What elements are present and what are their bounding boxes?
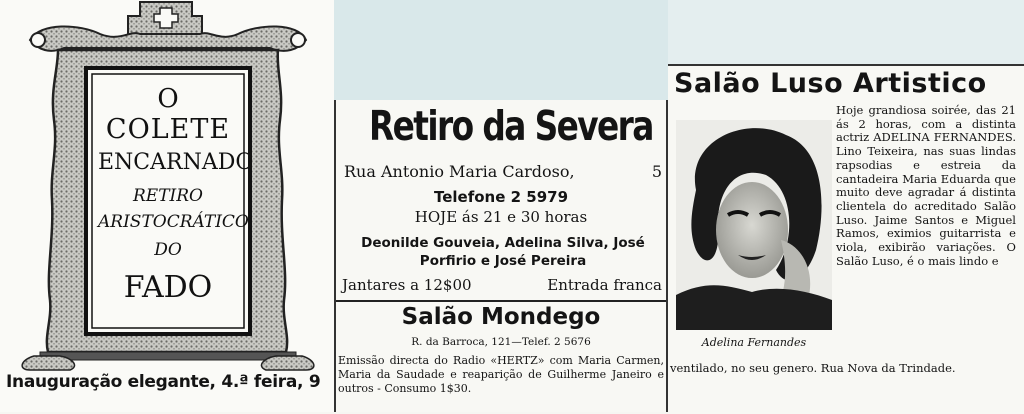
colete-inauguration-text: Inauguração elegante, 4.ª feira, 9 — [6, 372, 321, 392]
severa-address-street: Rua Antonio Maria Cardoso, — [344, 162, 575, 181]
severa-schedule: HOJE ás 21 e 30 horas — [414, 208, 588, 226]
colete-line-o: O — [157, 84, 179, 114]
colete-line-aristocratico: ARISTOCRÁTICO — [98, 212, 249, 232]
colete-line-colete: COLETE — [105, 114, 231, 145]
severa-artists: Deonilde Gouveia, Adelina Silva, José Porfirio e José Pereira — [361, 235, 645, 269]
severa-address — [344, 162, 662, 181]
salao-luso-ad — [668, 64, 1024, 414]
severa-dinner-price: Jantares a 12$00 — [342, 276, 472, 294]
severa-entry: Entrada franca — [547, 276, 662, 294]
mondego-body: Emissão directa do Radio «HERTZ» com Maria Carmen, Maria da Saudade e reaparição de Guilherme Janeiro e outros - Consumo 1$30. — [338, 354, 664, 395]
retiro-da-severa-ad — [334, 100, 668, 412]
severa-address-number: 5 — [651, 162, 662, 181]
luso-title: Salão Luso Artistico — [674, 68, 987, 99]
severa-prices — [342, 276, 662, 294]
portrait-caption: Adelina Fernandes — [701, 336, 807, 349]
colete-line-do: DO — [154, 240, 182, 260]
colete-line-encarnado: ENCARNADO — [98, 150, 254, 175]
severa-title: Retiro da Severa — [369, 102, 653, 150]
ad-divider — [336, 300, 666, 302]
severa-phone: Telefone 2 5979 — [433, 188, 569, 206]
top-right-background-strip — [668, 0, 1024, 64]
luso-body-column: Hoje grandiosa soirée, das 21 ás 2 horas, com a distinta actriz ADELINA FERNANDES. Lino Teixeira, nas suas lindas rapsodias e estreia da cantadeira Maria Eduarda que muito deve agradar á distinta clientela do acreditado Salão Luso. Jaime Santos e Miguel Ramos, eximios guitarrista e viola, exibirão variações. O Salão Luso, é o mais lindo e — [836, 103, 1016, 268]
mondego-address: R. da Barroca, 121—Telef. 2 5676 — [411, 336, 591, 348]
mondego-title: Salão Mondego — [401, 304, 601, 330]
colete-encarnado-ad — [0, 0, 334, 412]
portrait-photo — [676, 120, 832, 330]
colete-line-retiro: RETIRO — [132, 186, 203, 206]
luso-body-continued: ventilado, no seu genero. Rua Nova da Trindade. — [670, 361, 956, 375]
colete-line-fado: FADO — [123, 270, 213, 305]
woman-portrait-image — [676, 120, 832, 330]
